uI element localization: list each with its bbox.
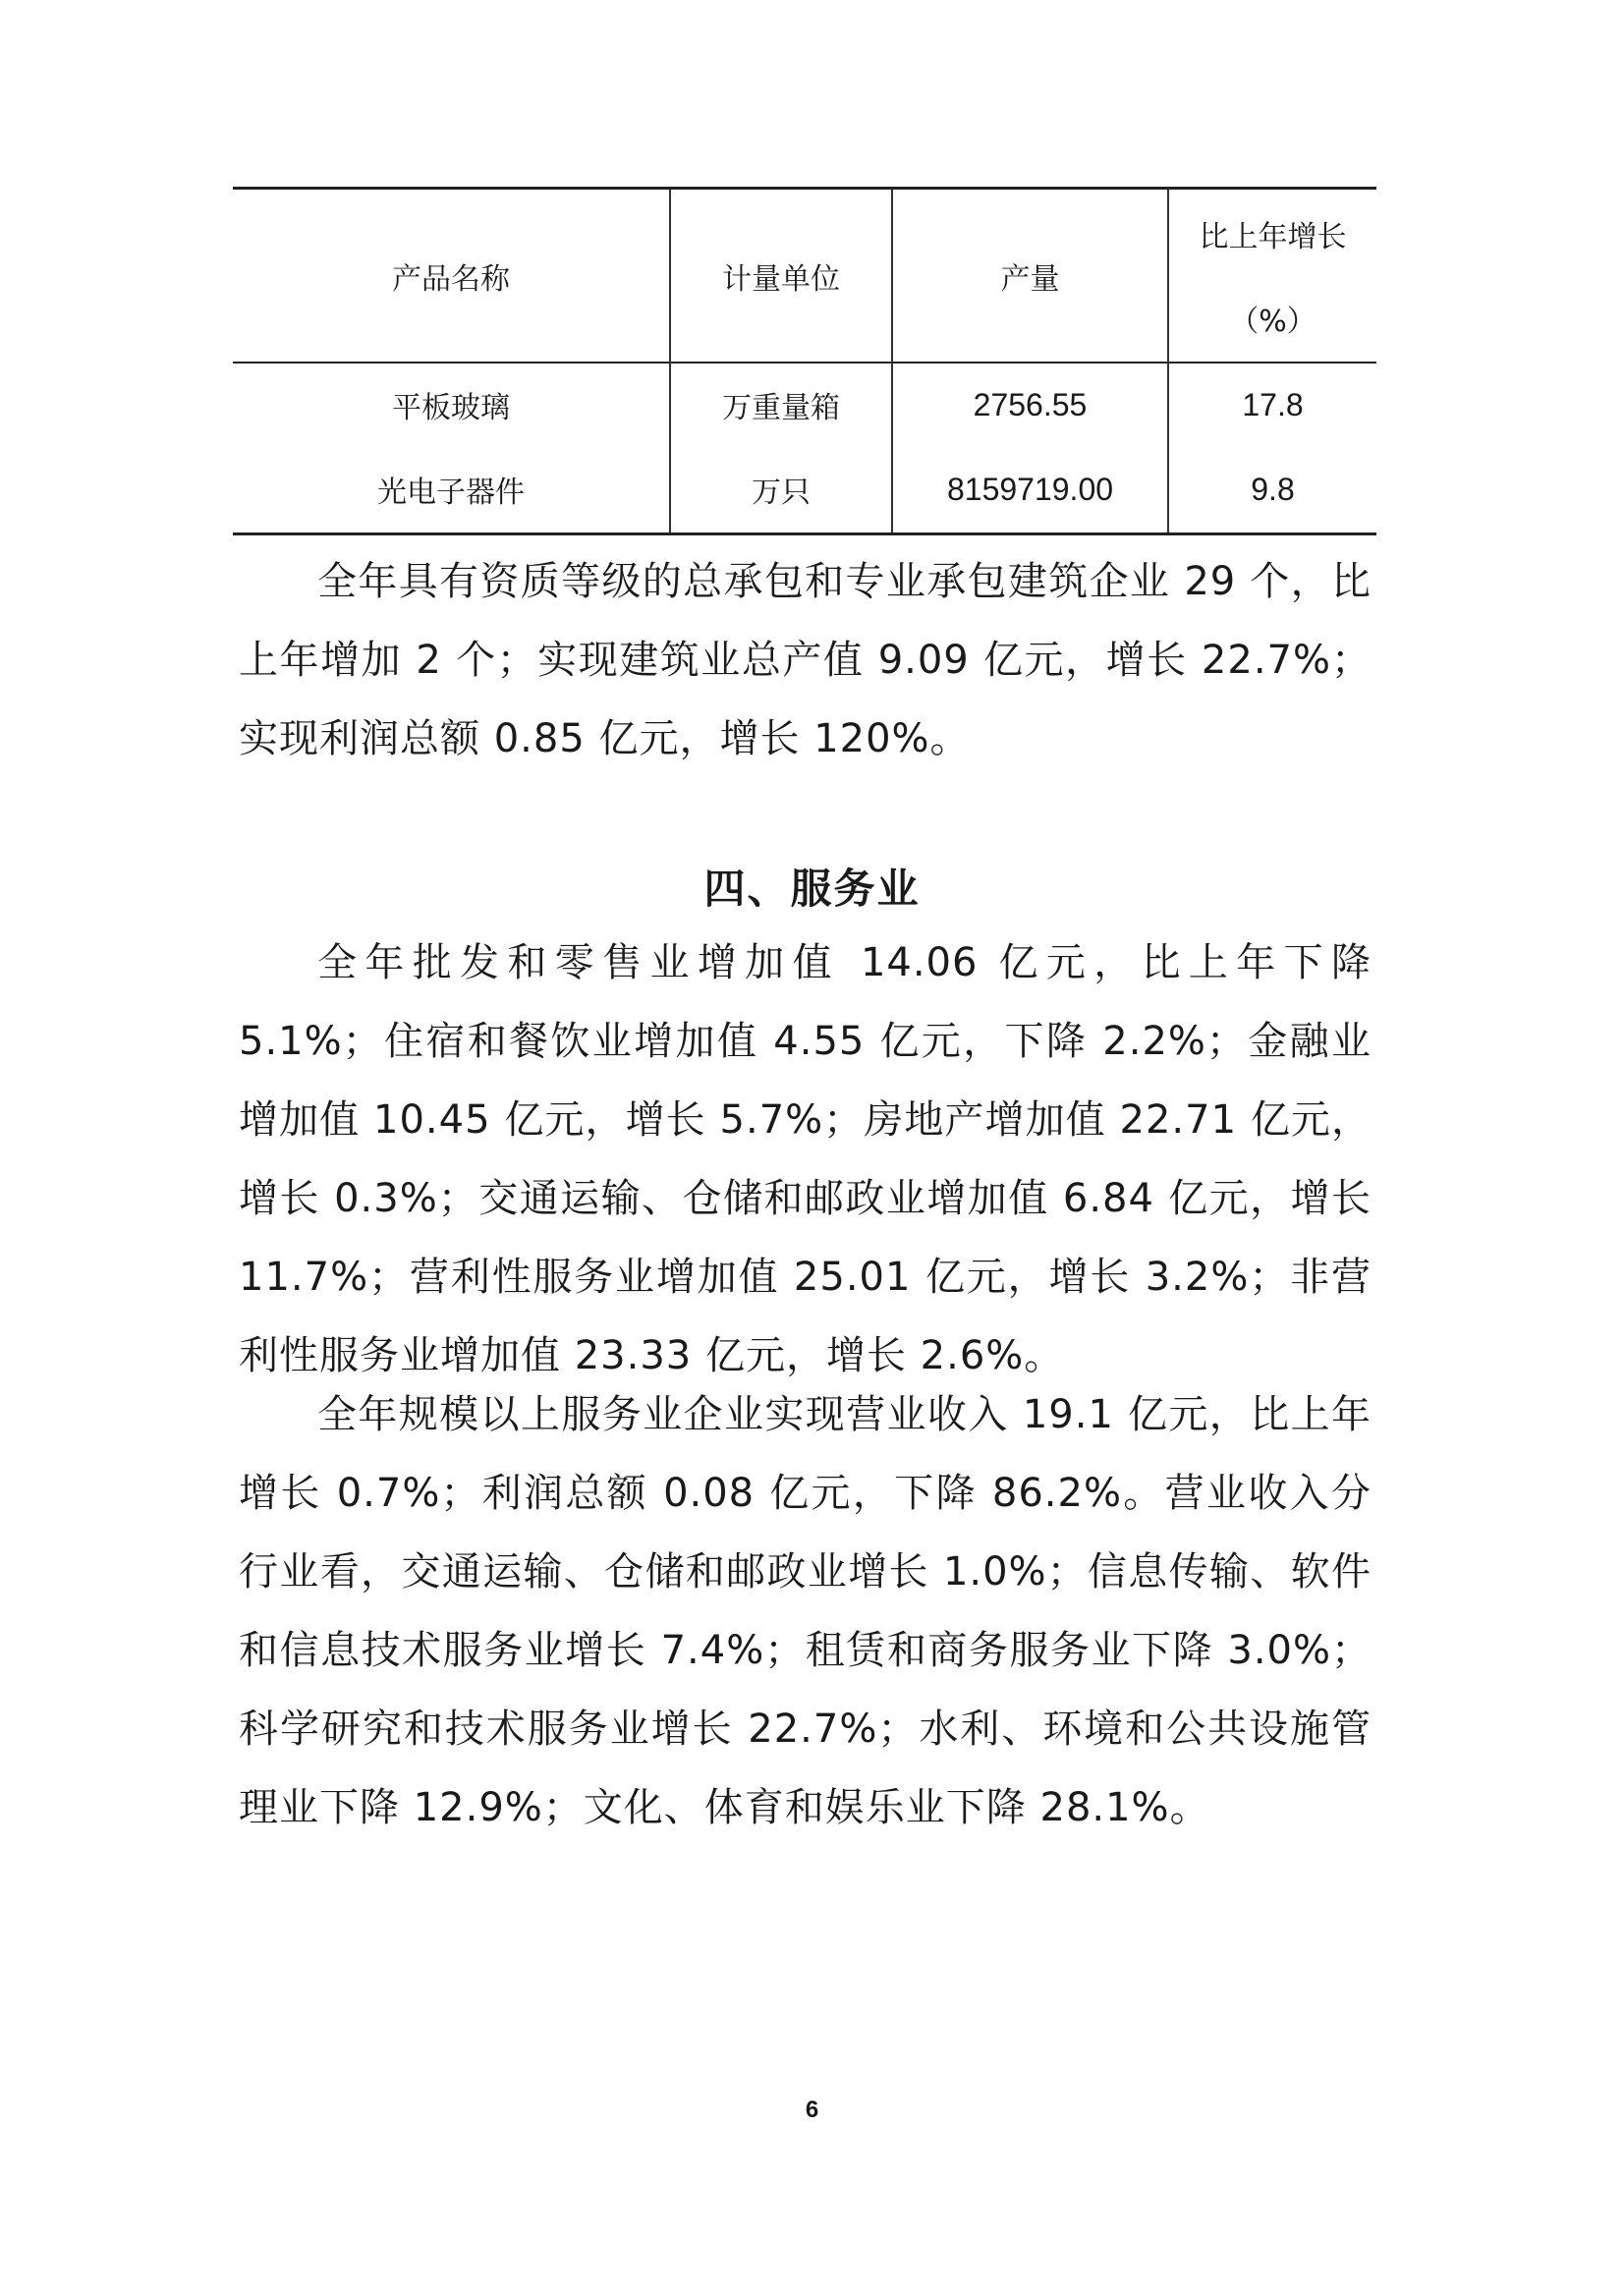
cell-unit: 万重量箱 — [670, 363, 892, 446]
header-growth — [1168, 189, 1376, 364]
header-growth-unit: （%） — [1229, 304, 1316, 339]
cell-growth: 17.8 — [1168, 363, 1376, 446]
table-header-row — [233, 189, 1376, 364]
product-output-table — [233, 187, 1376, 535]
cell-output: 2756.55 — [892, 363, 1168, 446]
header-product-name: 产品名称 — [392, 261, 510, 297]
cell-product-name: 光电子器件 — [377, 476, 525, 510]
section-title: 四、服务业 — [703, 865, 921, 913]
cell-growth: 9.8 — [1168, 446, 1376, 534]
services-revenue-paragraph: 全年规模以上服务业企业实现营业收入 19.1 亿元，比上年增长 0.7%；利润总额 0.08 亿元，下降 86.2%。营业收入分行业看，交通运输、仓储和邮政业增长 1.0%；信息传输、软件和信息技术服务业增长 7.4%；租赁和商务服务业下降 3.0%；科学研究和技术服务业增长 22.7%；水利、环境和公共设施管理业下降 12.9%；文化、体育和娱乐业下降 28.1%。 — [239, 1392, 1372, 1830]
page-number: 6 — [805, 2097, 819, 2123]
cell-unit: 万只 — [670, 446, 892, 534]
header-output: 产量 — [892, 189, 1168, 364]
product-table — [233, 187, 1376, 535]
construction-paragraph: 全年具有资质等级的总承包和专业承包建筑企业 29 个，比上年增加 2 个；实现建筑业总产值 9.09 亿元，增长 22.7%；实现利润总额 0.85 亿元，增长 120%。 — [239, 559, 1372, 761]
services-added-value-paragraph: 全年批发和零售业增加值 14.06 亿元，比上年下降 5.1%；住宿和餐饮业增加值 4.55 亿元，下降 2.2%；金融业增加值 10.45 亿元，增长 5.7%；房地产增加值 22.71 亿元，增长 0.3%；交通运输、仓储和邮政业增加值 6.84 亿元，增长 11.7%；营利性服务业增加值 25.01 亿元，增长 3.2%；非营利性服务业增加值 23.33 亿元，增长 2.6%。 — [239, 940, 1372, 1378]
table-row — [233, 446, 1376, 534]
cell-product-name: 平板玻璃 — [392, 391, 510, 425]
header-growth-label: 比上年增长 — [1199, 219, 1347, 254]
header-unit: 计量单位 — [670, 189, 892, 364]
table-row — [233, 363, 1376, 446]
cell-output: 8159719.00 — [892, 446, 1168, 534]
